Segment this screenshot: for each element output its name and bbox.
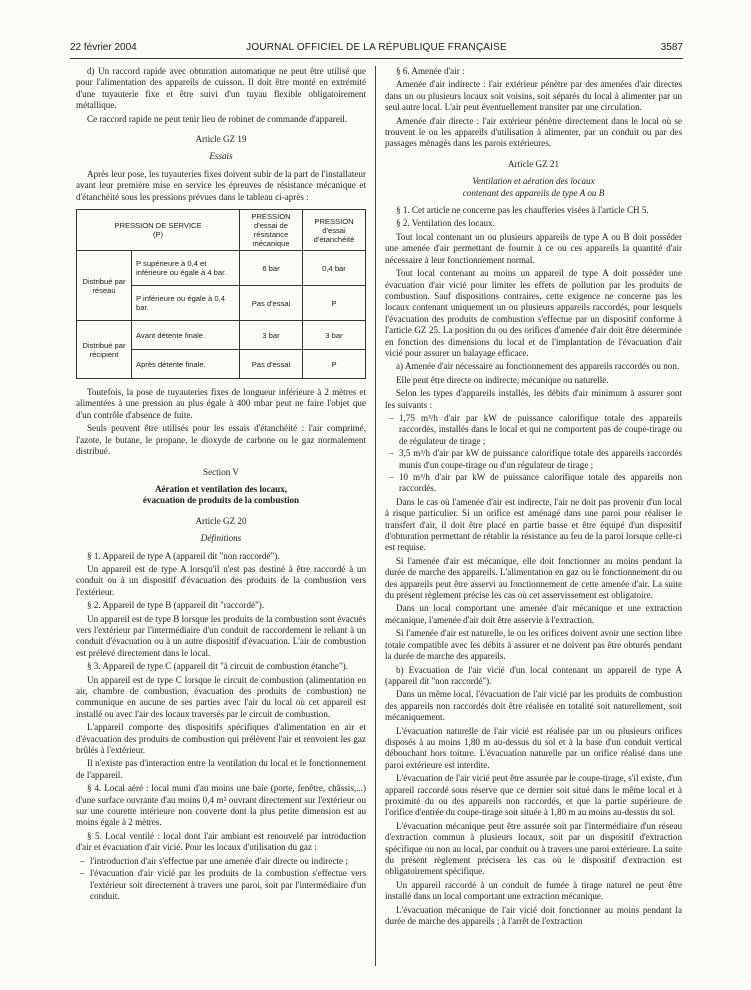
paragraph: b) Evacuation de l'air vicié d'un local contenant un appareil de type A (appareil dit "non raccordé"). [385,664,682,686]
table-cell: 0,4 bar [303,251,366,286]
section-heading-line2: évacuation de produits de la combustion [142,495,300,506]
paragraph: d) Un raccord rapide avec obturation automatique ne peut être utilisé que pour l'alimentation des appareils de cuisson. Il doit être monté en extrémité d'une tuyauterie fixe et être suivi d'un tuyau flexible obligatoirement métallique. [76,66,366,111]
table-cell: Après détente finale. [132,350,240,379]
paragraph: Seuls peuvent être utilisés pour les essais d'étanchéité : l'air comprimé, l'azote, le butane, le propane, le dioxyde de carbone ou le gaz normalement distribué. [76,423,366,457]
section-heading [76,484,366,507]
list-item: – 1,75 m³/h d'air par kW de puissance calorifique totale des appareils raccordés, installés dans le local et qui ne comportent pas de coupe-tirage ou de régulateur de tirage ; [385,413,682,447]
pressure-table [76,209,366,379]
table-header-resistance: PRESSION d'essai de résistance mécanique [240,210,303,251]
list [385,413,682,495]
paragraph: § 5. Local ventilé : local dont l'air ambiant est renouvelé par introduction d'air et évacuation d'air vicié. Pour les locaux d'utilisation du gaz : [76,830,366,853]
paragraph: Un appareil est de type A lorsqu'il n'est pas destiné à être raccordé à un conduit ou à un dispositif d'évacuation des produits de la combustion vers l'extérieur. [76,563,366,597]
paragraph: Dans un local comportant une amenée d'air mécanique et une extraction mécanique, l'amenée d'air doit être asservie à l'extraction. [385,603,682,625]
header-date: 22 février 2004 [70,42,137,53]
paragraph: Amenée d'air indirecte : l'air extérieur pénètre par des amenées d'air directes dans un ou plusieurs locaux soit voisins, soit séparés du local à alimenter par un seul autre local. L'air peut éventuellement transiter par une circulation. [385,79,682,113]
article-gz20-subtitle: Définitions [200,533,242,544]
list-item: – 3,5 m³/h d'air par kW de puissance calorifique totale des appareils raccordés munis d'un coupe-tirage ou d'un régulateur de tirage ; [385,448,682,471]
article-gz19-title: Article GZ 19 [195,134,247,145]
paragraph: Elle peut être directe ou indirecte, mécanique ou naturelle. [396,374,609,385]
paragraph: § 3. Appareil de type C (appareil dit "à circuit de combustion étanche"). [87,661,348,672]
table-cell: Pas d'essai [240,350,303,379]
table-cell: P [303,350,366,379]
table-cell: P inférieure ou égale à 0,4 bar. [132,286,240,321]
paragraph: L'évacuation mécanique de l'air vicié doit fonctionner au moins pendant la durée de marche des appareils ; à l'arrêt de l'extraction [385,904,682,927]
table-header-service-sub: (P) [152,230,164,240]
table-row [77,251,366,286]
article-gz21-subtitle-line1: Ventilation et aération des locaux [472,176,595,187]
table-group-recipient: Distribué par récipient [77,321,132,379]
table-cell: Pas d'essai [240,286,303,321]
paragraph: a) Amenée d'air nécessaire au fonctionnement des appareils raccordés ou non. [396,361,680,372]
table-header-service [77,210,240,251]
header-journal-title: JOURNAL OFFICIEL DE LA RÉPUBLIQUE FRANÇAISE [246,42,507,53]
paragraph: Ce raccord rapide ne peut tenir lieu de robinet de commande d'appareil. [87,113,348,124]
paragraph: § 6. Amenée d'air : [396,66,465,76]
list-item: – 10 m³/h d'air par kW de puissance calorifique totale des appareils non raccordés. [385,472,682,495]
paragraph: Après leur pose, les tuyauteries fixes doivent subir de la part de l'installateur avant leur première mise en service les épreuves de résistance mécanique et d'étanchéité sous les pressions prévues dans le tableau ci-après : [76,168,366,202]
table-group-reseau: Distribué par réseau [77,251,132,321]
paragraph: § 1. Cet article ne concerne pas les chaufferies visées à l'article CH 5. [396,205,649,216]
list-item: – l'introduction d'air s'effectue par une amenée d'air directe ou indirecte ; [76,856,366,867]
article-gz21-subtitle-line2: contenant des appareils de type A ou B [462,187,605,198]
table-header-service-label: PRESSION DE SERVICE [114,221,202,231]
paragraph: § 2. Ventilation des locaux. [396,218,495,229]
table-cell: P [303,286,366,321]
list-item: – l'évacuation d'air vicié par les produits de la combustion s'effectue vers l'extérieur soit directement à travers une paroi, soit par l'intermédiaire d'un conduit. [76,868,366,902]
paragraph: L'évacuation naturelle de l'air vicié est réalisée par un ou plusieurs orifices disposés à au moins 1,80 m au-dessus du sol et à la base d'un conduit vertical débouchant hors toiture. L'évacuation naturelle par un orifice réalisé dans une paroi extérieure est interdite. [385,725,682,770]
table-cell: 3 bar [240,321,303,350]
paragraph: Si l'amenée d'air est mécanique, elle doit fonctionner au moins pendant la durée de marche des appareils. L'alimentation en gaz ou le fonctionnement du ou des appareils peut être asservi au fonctionnement de cette amenée d'air. La suite du présent règlement précise les cas où cet asservissement est obligatoire. [385,555,682,601]
list [76,856,366,903]
column-divider [375,66,376,966]
paragraph: Tout local contenant un ou plusieurs appareils de type A ou B doit posséder une amenée d'air permettant de fournir à ce ou ces appareils la quantité d'air nécessaire à leur fonctionnement normal. [385,231,682,265]
paragraph: Toutefois, la pose de tuyauteries fixes de longueur inférieure à 2 mètres et alimentées à une pression au plus égale à 400 mbar peut ne faire l'objet que d'un contrôle d'absence de fuite. [76,387,366,420]
paragraph: Si l'amenée d'air est naturelle, le ou les orifices doivent avoir une section libre totale compatible avec les débits à assurer et ne doivent pas être obturés pendant la durée de marche des appareils. [385,628,682,662]
paragraph: Dans un même local, l'évacuation de l'air vicié par les produits de combustion des appareils non raccordés doit être réalisée en totalité soit naturellement, soit mécaniquement. [385,689,682,723]
paragraph: Dans le cas où l'amenée d'air est indirecte, l'air ne doit pas provenir d'un local à risque particulier. Si un orifice est aménagé dans une paroi pour réaliser le transfert d'air, il doit être placé en partie basse et être équipé d'un dispositif d'obturation permettant de rétablir la résistance au feu de la paroi lorsque celle-ci est requise. [385,496,682,553]
table-row [77,321,366,350]
article-gz20-title: Article GZ 20 [195,515,247,526]
article-gz21-subtitle [385,176,682,199]
paragraph: § 4. Local aéré : local muni d'au moins une baie (porte, fenêtre, châssis,...) d'une surface ouvrante d'au moins 0,4 m² ouvrant directement sur l'extérieur ou sur une courette intérieure non couverte dont la plus petite dimension est au moins égale à 2 mètres. [76,783,366,828]
table-cell: 3 bar [303,321,366,350]
paragraph: Un appareil raccordé à un conduit de fumée à tirage naturel ne peut être installé dans un local comportant une extraction mécanique. [385,879,682,902]
paragraph: L'appareil comporte des dispositifs spécifiques d'alimentation en air et d'évacuation des produits de combustion qui prélèvent l'air et renvoient les gaz brûlés à l'extérieur. [76,722,366,756]
paragraph: Il n'existe pas d'interaction entre la ventilation du local et le fonctionnement de l'appareil. [76,758,366,780]
table-cell: P supérieure à 0,4 et inférieure ou égale à 4 bar. [132,251,240,286]
section-heading-line1: Aération et ventilation des locaux, [154,483,288,494]
article-gz19-subtitle: Essais [209,151,233,162]
header-rule [70,58,683,59]
right-column [385,66,682,929]
table-cell: 6 bar [240,251,303,286]
page-header [70,42,683,56]
section-title: Section V [203,466,239,477]
paragraph: Un appareil est de type C lorsque le circuit de combustion (alimentation en air, chambre de combustion, évacuation des produits de combustion) ne communique en aucune de ses parties avec l'air du local où cet appareil est installé ou avec l'air des locaux traversés par le circuit de combustion. [76,674,366,719]
left-column [76,66,366,904]
table-header-row [77,210,366,251]
table-cell: Avant détente finale. [132,321,240,350]
paragraph: Selon les types d'appareils installés, les débits d'air minimum à assurer sont les suivants : [385,388,682,410]
paragraph: Tout local contenant au moins un appareil de type A doit posséder une évacuation d'air vicié pour limiter les effets de pollution par les produits de combustion. Sauf dispositions contraires, cette exigence ne concerne pas les locaux contenant uniquement un ou plusieurs appareils raccordés, pour lesquels l'évacuation des produits de combustion s'effectue par un dispositif conforme à l'article GZ 25. La position du ou des orifices d'amenée d'air doit être déterminée en fonction des dimensions du local et de l'implantation de l'évacuation d'air vicié pour assurer un balayage efficace. [385,268,682,358]
table-header-etancheite: PRESSION d'essai d'étanchéité [303,210,366,251]
paragraph: Amenée d'air directe : l'air extérieur pénètre directement dans le local où se trouvent le ou les appareils d'utilisation à alimenter, par un conduit ou par des passages ménagés dans les parois extérieures. [385,115,682,149]
paragraph: Un appareil est de type B lorsque les produits de la combustion sont évacués vers l'extérieur par l'intermédiaire d'un conduit de raccordement le reliant à un conduit d'évacuation ou à un autre dispositif d'évacuation. L'air de combustion est prélevé directement dans le local. [76,613,366,658]
paragraph: L'évacuation mécanique peut être assurée soit par l'intermédiaire d'un réseau d'extraction commun à plusieurs locaux, soit par un dispositif d'extraction spécifique ou non au local, par conduit ou à travers une paroi extérieure. La suite du présent règlement précisera les cas où le dispositif d'extraction est obligatoirement spécifique. [385,820,682,877]
paragraph: § 1. Appareil de type A (appareil dit "non raccordé"). [87,550,280,561]
paragraph: § 2. Appareil de type B (appareil dit "raccordé"). [87,600,265,611]
paragraph: L'évacuation de l'air vicié peut être assurée par le coupe-tirage, s'il existe, d'un appareil raccordé sous réserve que ce dernier soit situé dans le même local et à proximité du ou des appareils non raccordés, et que la partie supérieure de l'orifice d'entrée du coupe-tirage soit située à 1,80 m au moins au-dessus du sol. [385,773,682,818]
header-page-number: 3587 [660,42,683,53]
article-gz21-title: Article GZ 21 [507,158,559,169]
